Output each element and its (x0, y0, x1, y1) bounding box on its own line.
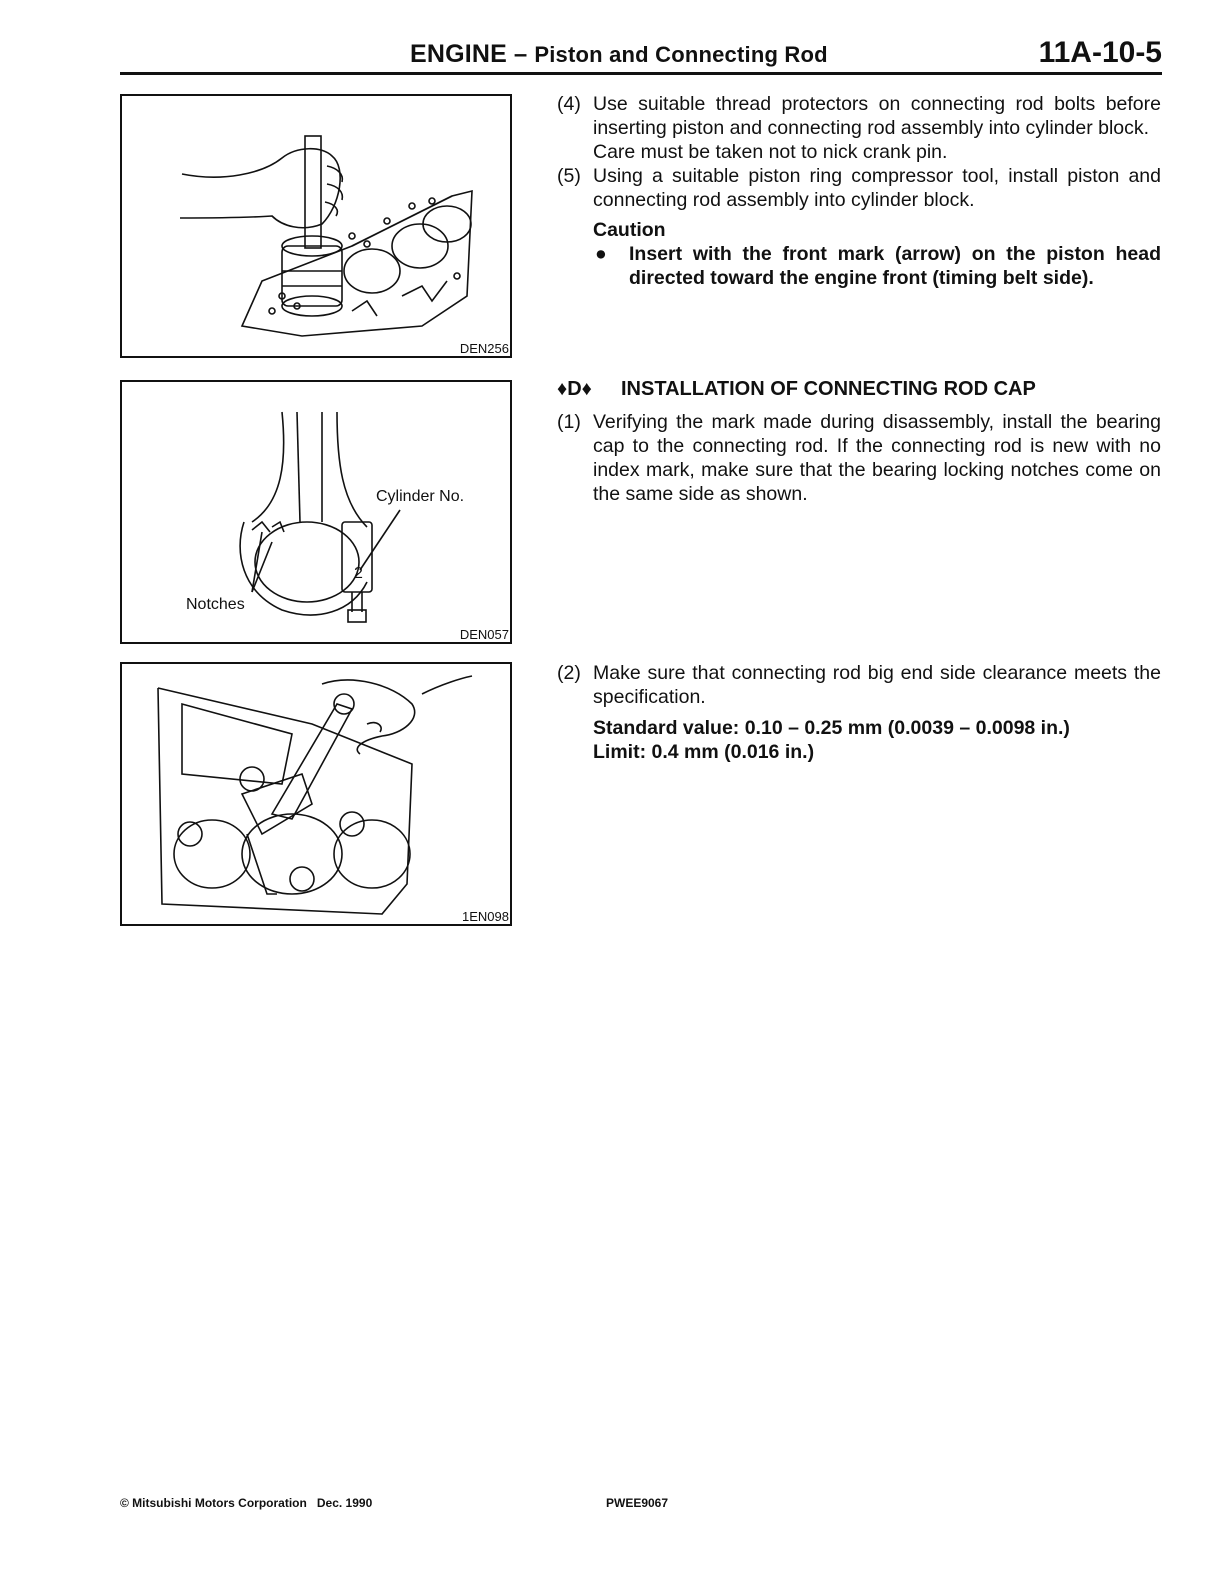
figure-piston-insertion (120, 94, 512, 358)
step-5-text: Using a suitable piston ring compressor tool, install piston and connecting rod assembly into cylinder block. (593, 165, 1161, 211)
figure-code: DEN256 (459, 341, 509, 356)
caution-text: Insert with the front mark (arrow) on the piston head directed toward the engine front (timing belt side). (629, 243, 1161, 289)
figure-side-clearance (120, 662, 512, 926)
page-title (410, 40, 828, 69)
svg-text:2: 2 (354, 565, 363, 582)
footer-date: Dec. 1990 (316, 1496, 373, 1510)
figure-code: DEN057 (459, 627, 509, 642)
standard-value: Standard value: 0.10 – 0.25 mm (0.0039 – 0.0098 in.) (593, 717, 1070, 739)
step-2-block (557, 661, 1161, 764)
step-2-text: Make sure that connecting rod big end side clearance meets the specification. (593, 662, 1161, 708)
step-5-number: (5) (557, 165, 581, 187)
section-title: INSTALLATION OF CONNECTING ROD CAP (621, 378, 1036, 400)
connecting-rod-illustration (122, 382, 510, 642)
step-4 (557, 92, 1161, 140)
step-5 (557, 164, 1161, 212)
caution-label: Caution (593, 219, 666, 241)
figure-connecting-rod-cap (120, 380, 512, 644)
section-heading (557, 378, 1036, 401)
step-2-number: (2) (557, 662, 581, 684)
step-1-text: Verifying the mark made during disassembly, install the bearing cap to the connecting rod. If the connecting rod is new with no index mark, make sure that the bearing locking notches come on the same side as shown. (593, 411, 1161, 505)
caution-item (557, 242, 1161, 290)
step-4-number: (4) (557, 93, 581, 115)
title-sub: Piston and Connecting Rod (534, 42, 828, 67)
page-number: 11A-10-5 (1038, 36, 1162, 69)
section-mark: ♦D♦ (557, 378, 592, 400)
title-dash: – (507, 41, 535, 68)
steps-4-5 (557, 92, 1161, 290)
page-header (120, 36, 1162, 75)
limit-value: Limit: 0.4 mm (0.016 in.) (593, 741, 815, 763)
step-2 (557, 661, 1161, 709)
figure-code: 1EN098 (462, 909, 509, 924)
step-1-block (557, 410, 1161, 506)
piston-insertion-illustration (122, 96, 510, 356)
step-1 (557, 410, 1161, 506)
step-4-text: Use suitable thread protectors on connecting rod bolts before inserting piston and connecting rod assembly into cylinder block. (593, 93, 1161, 139)
step-4-note: Care must be taken not to nick crank pin. (593, 141, 948, 163)
title-main: ENGINE (410, 40, 508, 68)
copyright-text: © Mitsubishi Motors Corporation (120, 1496, 307, 1510)
label-cylinder-no: Cylinder No. (376, 488, 465, 505)
step-1-number: (1) (557, 411, 581, 433)
footer-doc-code: PWEE9067 (606, 1496, 669, 1510)
bullet-icon: ● (595, 243, 607, 265)
side-clearance-illustration (122, 664, 510, 924)
footer-copyright (120, 1496, 372, 1510)
label-notches: Notches (186, 596, 245, 613)
